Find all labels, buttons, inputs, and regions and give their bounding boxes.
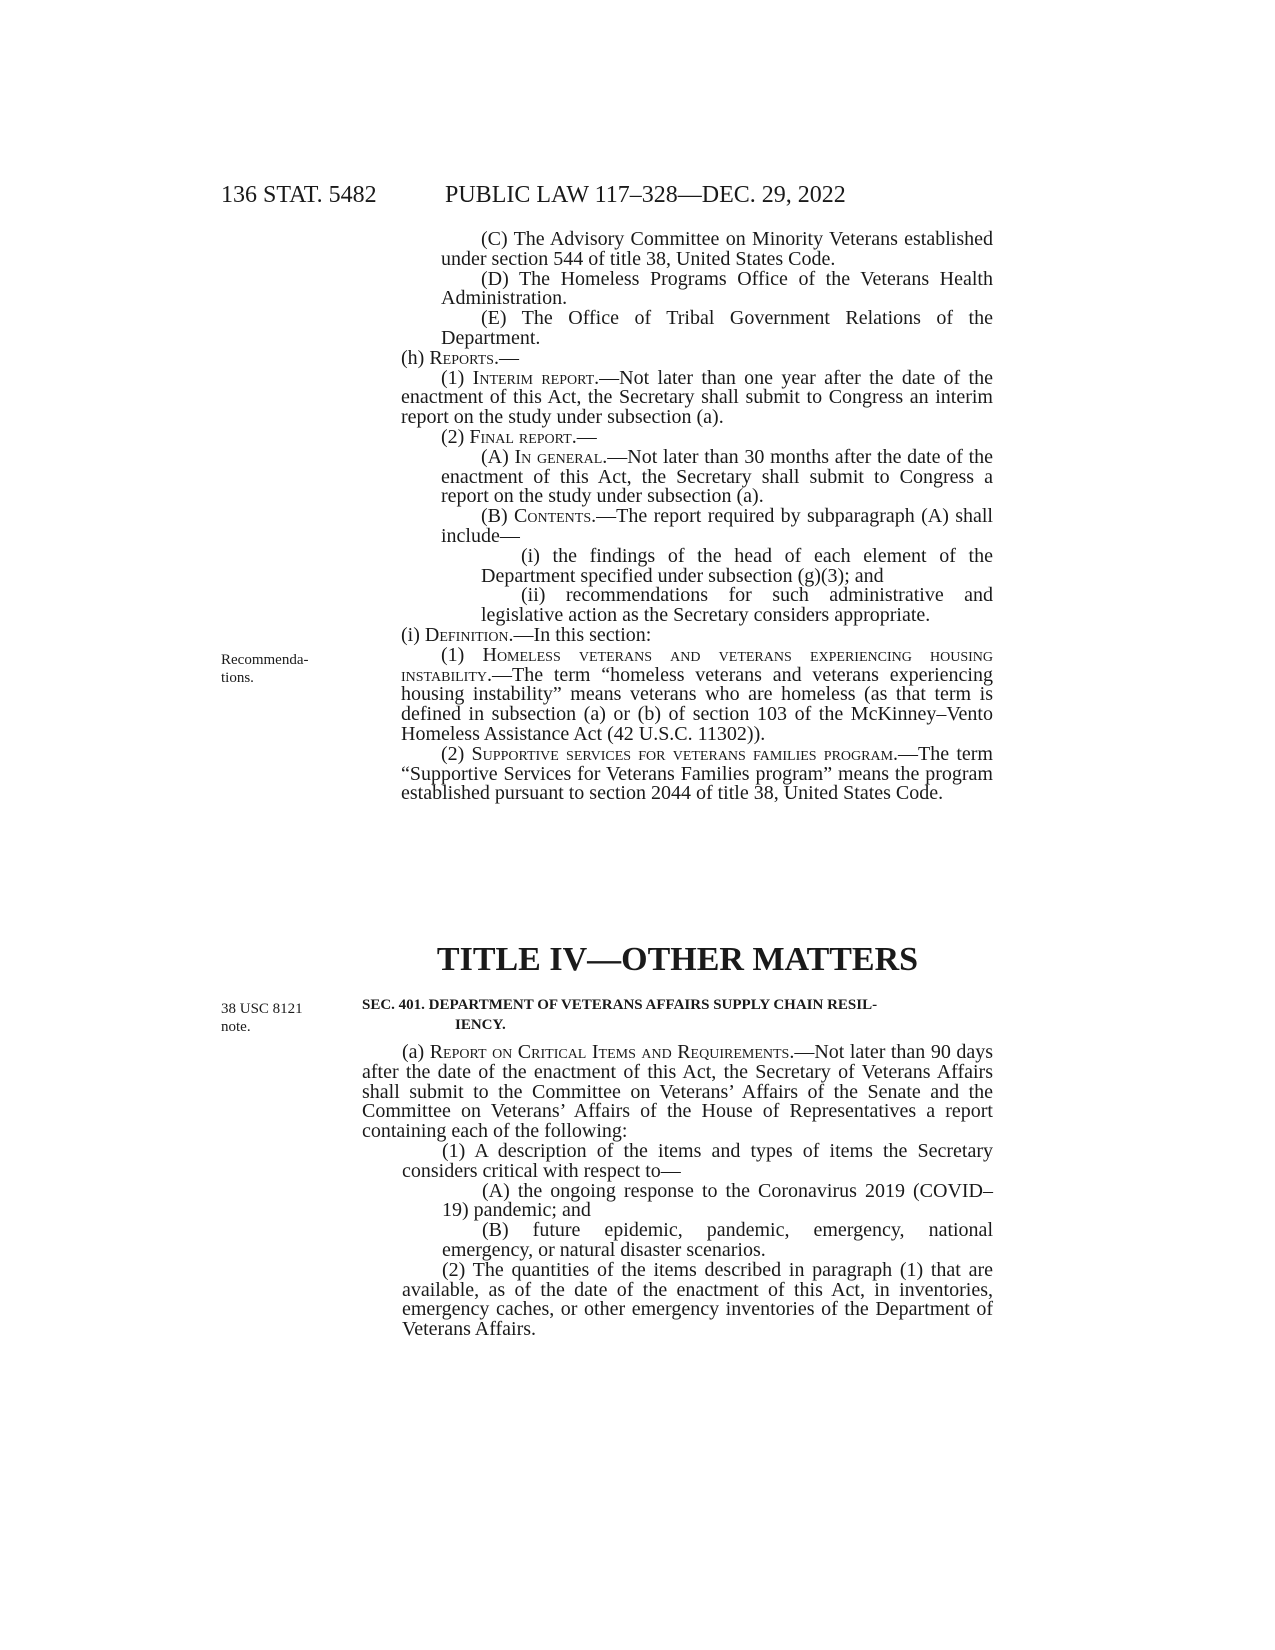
paragraph-g-D: (D) The Homeless Programs Office of the Veterans Health Administration. [441, 267, 993, 310]
definition-i2-title: Supportive services for veterans families program [471, 742, 894, 765]
subsection-a-text: .—Not later than 90 days after the date of the enactment of this Act, the Secretary of Veterans Affairs shall submit to the Committee on Veterans’ Affairs of the Senate and the Committee on Veterans’ Affairs of the House of Representatives a report containing each of the following: [362, 1041, 993, 1143]
definition-i2-text: .—The term “Supportive Services for Veterans Families program” means the program established pursuant to section 2044 of title 38, United States Code. [401, 742, 993, 805]
paragraph-h2-dash: .— [571, 425, 597, 448]
subsection-h-dash: .— [493, 346, 519, 369]
subparagraph-h2A-title: In general [514, 445, 603, 468]
paragraph-a2: (2) The quantities of the items described in paragraph (1) that are available, as of the date of the enactment of this Act, in inventories, emergency caches, or other emergency inventories of the Department of Veterans Affairs. [402, 1258, 993, 1341]
paragraph-h2-label: (2) [441, 425, 470, 448]
subsection-a-title: Report on Critical Items and Requirements [429, 1041, 790, 1063]
definition-i2 [401, 742, 993, 805]
margin-note-recommendations: Recommenda- tions. [221, 652, 309, 686]
subsection-i-title: Definition [424, 623, 509, 646]
paragraph-h1-title: Interim report [472, 366, 595, 389]
section-heading-line2: IENCY. [455, 1017, 506, 1033]
paragraph-g-C: (C) The Advisory Committee on Minority Veterans established under section 544 of title 38, United States Code. [441, 228, 993, 270]
subsection-h-label: (h) [401, 346, 430, 369]
clause-h2B-ii: (ii) recommendations for such administrative and legislative action as the Secretary considers appropriate. [481, 584, 993, 627]
paragraph-h1 [401, 366, 993, 429]
subparagraph-h2B-label: (B) [481, 505, 515, 528]
section-heading [362, 995, 993, 1035]
subparagraph-h2B [401, 507, 993, 547]
section-heading-line1: SEC. 401. DEPARTMENT OF VETERANS AFFAIRS SUPPLY CHAIN RESIL- [362, 997, 878, 1013]
definition-i2-label: (2) [441, 742, 472, 765]
subparagraph-a1A: (A) the ongoing response to the Coronavirus 2019 (COVID–19) pandemic; and [442, 1179, 993, 1222]
definition-i1-text: .—The term “homeless veterans and veterans experiencing housing instability” means veterans who are homeless (as that term is defined in subsection (a) or (b) of section 103 of the McKinney–Vento Homeless Assistance Act (42 U.S.C. 11302)). [401, 663, 993, 745]
paragraph-a1: (1) A description of the items and types of items the Secretary considers critical with respect to— [402, 1139, 993, 1182]
statute-page-number: 136 STAT. 5482 [221, 182, 377, 208]
subsection-i-text: .—In this section: [508, 623, 652, 646]
body-text-upper [401, 230, 993, 804]
public-law-header: PUBLIC LAW 117–328—DEC. 29, 2022 [445, 182, 846, 208]
paragraph-h2-title: Final report [469, 425, 572, 448]
margin-note-usc: 38 USC 8121 note. [221, 1001, 303, 1035]
subparagraph-h2B-text: .—The report required by subparagraph (A) shall include— [441, 505, 993, 547]
subsection-i-label: (i) [401, 623, 425, 646]
subsection-h-title: Reports [429, 346, 494, 369]
title-heading: TITLE IV—OTHER MATTERS [436, 941, 919, 978]
body-text-lower [362, 1043, 993, 1340]
definition-i1 [401, 643, 993, 745]
subparagraph-h2A-text: .—Not later than 30 months after the date of the enactment of this Act, the Secretary shall submit to Congress a report on the study under subsection (a). [441, 445, 994, 508]
definition-i1-title: Homeless veterans and veterans experiencing housing instability [401, 643, 993, 686]
paragraph-g-E: (E) The Office of Tribal Government Relations of the Department. [441, 307, 993, 349]
subparagraph-h2A-label: (A) [481, 445, 515, 468]
clause-h2B-i: (i) the findings of the head of each element of the Department specified under subsection (g)(3); and [481, 544, 993, 587]
subparagraph-a1B: (B) future epidemic, pandemic, emergency, national emergency, or natural disaster scenarios. [442, 1219, 993, 1261]
definition-i1-label: (1) [441, 643, 483, 666]
subsection-a-label: (a) [402, 1041, 430, 1063]
subparagraph-h2B-title: Contents [514, 505, 592, 528]
paragraph-h1-text: .—Not later than one year after the date of the enactment of this Act, the Secretary shall submit to Congress an interim report on the study under subsection (a). [401, 366, 993, 429]
paragraph-h1-label: (1) [441, 366, 473, 389]
subsection-a [362, 1043, 993, 1142]
subparagraph-h2A [401, 445, 994, 508]
